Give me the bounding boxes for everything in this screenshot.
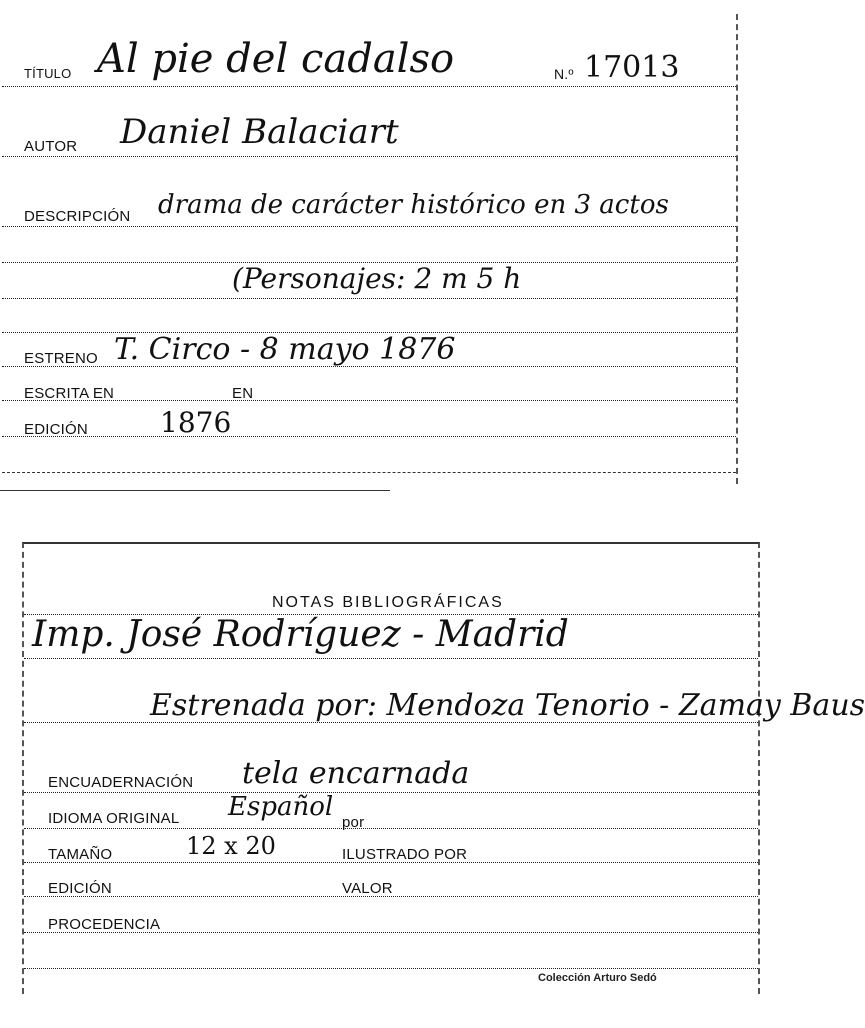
rule-line [24,968,758,969]
rule-line [2,226,736,227]
rule-line [2,298,736,299]
note-imprenta: Imp. José Rodríguez - Madrid [32,614,569,655]
idioma-label: IDIOMA ORIGINAL [48,810,180,827]
edicion-label: EDICIÓN [24,421,88,438]
autor-label: AUTOR [24,138,78,155]
descripcion-value: drama de carácter histórico en 3 actos [158,190,669,220]
titulo-label: TÍTULO [24,66,72,81]
en-label: EN [232,385,254,402]
idioma-value: Español [228,792,334,822]
card-edge [0,490,390,491]
descripcion-label: DESCRIPCIÓN [24,208,131,225]
tamano-value: 12 x 20 [186,832,276,860]
por-label: por [342,814,365,831]
rule-line [24,658,758,659]
estreno-label: ESTRENO [24,350,98,367]
catalog-card-top [2,14,738,484]
edicion2-label: EDICIÓN [48,880,112,897]
titulo-value: Al pie del cadalso [97,36,455,82]
ilustrado-label: ILUSTRADO POR [342,846,468,863]
notas-heading: NOTAS BIBLIOGRÁFICAS [272,594,504,611]
estreno-value: T. Circo - 8 mayo 1876 [114,332,456,367]
numero-value: 17013 [584,50,680,85]
edicion-value: 1876 [160,406,232,439]
rule-line [2,436,736,437]
rule-line [24,828,758,829]
rule-line [2,472,736,473]
valor-label: VALOR [342,880,393,897]
rule-line [2,86,736,87]
catalog-card-bottom [22,542,865,994]
escrita-label: ESCRITA EN [24,385,115,402]
numero-label: N.º [554,66,574,82]
encuadernacion-value: tela encarnada [242,756,470,791]
personajes-value: (Personajes: 2 m 5 h [232,262,522,295]
encuadernacion-label: ENCUADERNACIÓN [48,774,194,791]
autor-value: Daniel Balaciart [120,112,399,152]
tamano-label: TAMAÑO [48,846,113,863]
rule-line [2,156,736,157]
note-estrenada: Estrenada por: Mendoza Tenorio - Zamay Baus [150,688,865,723]
procedencia-label: PROCEDENCIA [48,916,161,933]
rule-line [24,792,758,793]
collection-footer: Colección Arturo Sedó [538,972,657,984]
